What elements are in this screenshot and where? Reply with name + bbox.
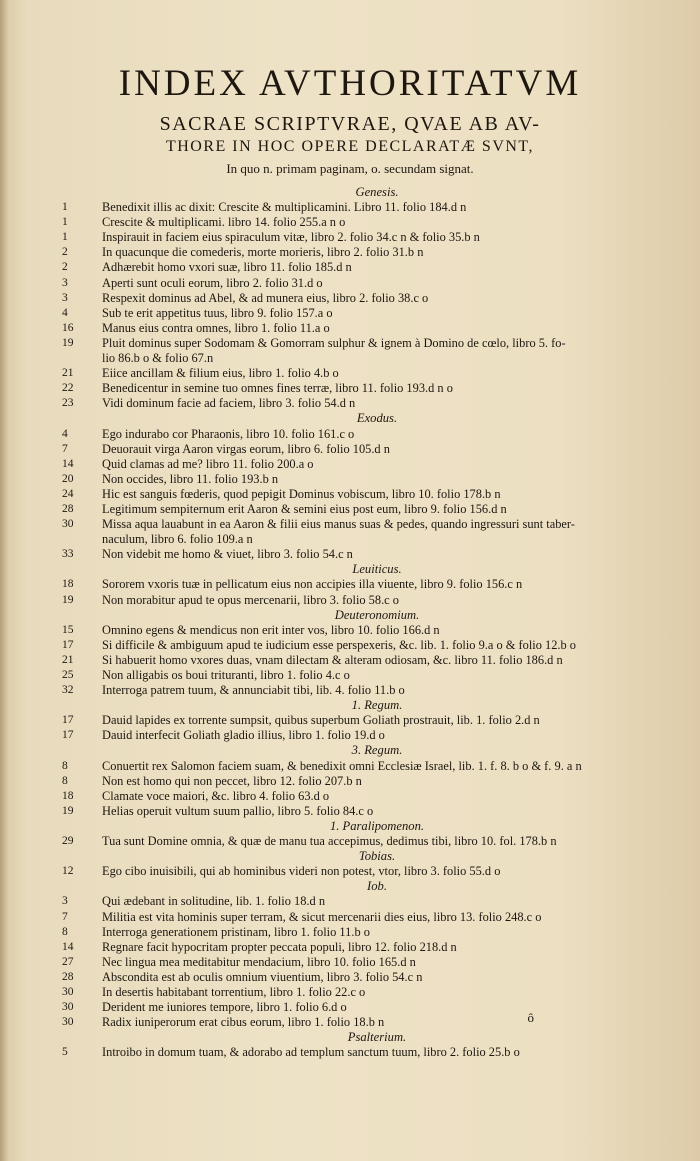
section-heading: Deuteronomium. xyxy=(334,607,420,622)
entry-text: Respexit dominus ad Abel, & ad munera eius, libro 2. folio 38.c o xyxy=(102,290,429,305)
section-heading: 1. Regum. xyxy=(351,698,403,713)
chapter-number xyxy=(62,532,102,547)
page-title: INDEX AVTHORITATVM xyxy=(118,63,582,104)
index-entry xyxy=(62,381,672,396)
chapter-number: 30 xyxy=(62,985,74,998)
entry-text: Hic est sanguis fœderis, quod pepigit Dominus vobiscum, libro 10. folio 178.b n xyxy=(102,486,501,501)
index-entry xyxy=(62,200,672,215)
entry-text: Benedicentur in semine tuo omnes fines terræ, libro 11. folio 193.d n o xyxy=(102,381,453,396)
entry-text: Introibo in domum tuam, & adorabo ad templum sanctum tuum, libro 2. folio 25.b o xyxy=(102,1045,520,1060)
index-entry xyxy=(62,230,672,245)
chapter-number: 14 xyxy=(62,457,74,470)
entry-text: Interroga patrem tuum, & annunciabit tibi, lib. 4. folio 11.b o xyxy=(102,683,405,698)
entry-text: Tua sunt Domine omnia, & quæ de manu tua accepimus, dedimus tibi, libro 10. fol. 178.b n xyxy=(102,834,557,849)
chapter-number: 30 xyxy=(62,1001,74,1014)
entry-text: Legitimum sempiternum erit Aaron & semini eius post eum, libro 9. folio 156.d n xyxy=(102,501,507,516)
index-entry xyxy=(62,577,672,592)
chapter-number: 1 xyxy=(62,216,68,229)
index-entry xyxy=(62,970,672,985)
index-entry xyxy=(62,759,672,774)
index-entry xyxy=(62,276,672,291)
index-entry xyxy=(62,789,672,804)
index-entry xyxy=(62,728,672,743)
entry-text: Eiice ancillam & filium eius, libro 1. folio 4.b o xyxy=(102,366,339,381)
entry-text: Benedixit illis ac dixit: Crescite & multiplicamini. Libro 11. folio 184.d n xyxy=(102,200,467,215)
entry-text: Radix iuniperorum erat cibus eorum, libro 1. folio 18.b n xyxy=(102,1015,385,1030)
section-heading: Genesis. xyxy=(355,185,399,199)
chapter-number: 28 xyxy=(62,502,74,515)
entry-text: Adhærebit homo vxori suæ, libro 11. folio 185.d n xyxy=(102,260,352,275)
index-entry xyxy=(62,260,672,275)
page-note: In quo n. primam paginam, o. secundam signat. xyxy=(226,161,474,176)
index-entry xyxy=(62,396,672,411)
index-entry xyxy=(62,925,672,940)
chapter-number: 17 xyxy=(62,638,74,651)
entry-text: Vidi dominum facie ad faciem, libro 3. folio 54.d n xyxy=(102,396,356,411)
entry-text: Ego cibo inuisibili, qui ab hominibus videri non potest, vtor, libro 3. folio 55.d o xyxy=(102,864,501,879)
entry-text: Crescite & multiplicami. libro 14. folio 255.a n o xyxy=(102,215,346,230)
index-entry xyxy=(62,864,672,879)
index-entry xyxy=(62,487,672,502)
entry-text: Non videbit me homo & viuet, libro 3. folio 54.c n xyxy=(102,547,353,562)
index-entry xyxy=(62,774,672,789)
chapter-number: 20 xyxy=(62,472,74,485)
index-entry xyxy=(62,1015,672,1030)
entry-text: Abscondita est ab oculis omnium viuentium, libro 3. folio 54.c n xyxy=(102,969,423,984)
index-entry xyxy=(62,502,672,517)
index-entry xyxy=(62,351,672,366)
index-entry xyxy=(62,1000,672,1015)
section-heading: 3. Regum. xyxy=(351,743,403,758)
chapter-number: 5 xyxy=(62,1046,68,1059)
chapter-number: 2 xyxy=(62,261,68,274)
chapter-number: 8 xyxy=(62,759,68,772)
entry-text: Interroga generationem pristinam, libro 1. folio 11.b o xyxy=(102,924,370,939)
chapter-number: 7 xyxy=(62,442,68,455)
section-heading: Leuiticus. xyxy=(352,562,402,577)
index-entry xyxy=(62,427,672,442)
chapter-number: 3 xyxy=(62,895,68,908)
chapter-number: 27 xyxy=(62,955,74,968)
chapter-number: 24 xyxy=(62,487,74,500)
index-entry xyxy=(62,215,672,230)
entry-text: Si difficile & ambiguum apud te iudicium esse perspexeris, &c. lib. 1. folio 9.a o & folio 12.b o xyxy=(102,637,576,652)
chapter-number: 12 xyxy=(62,865,74,878)
chapter-number: 3 xyxy=(62,276,68,289)
entry-text: Non est homo qui non peccet, libro 12. folio 207.b n xyxy=(102,773,362,788)
entry-text: Nec lingua mea meditabitur mendacium, libro 10. folio 165.d n xyxy=(102,954,416,969)
index-entry xyxy=(62,336,672,351)
chapter-number xyxy=(62,351,102,366)
entry-text: Pluit dominus super Sodomam & Gomorram sulphur & ignem à Domino de cœlo, libro 5. fo- xyxy=(102,335,566,350)
page-gutter-shadow xyxy=(0,0,10,1161)
entry-text: Clamate voce maiori, &c. libro 4. folio 63.d o xyxy=(102,788,330,803)
section-heading: 1. Paralipomenon. xyxy=(329,818,425,833)
index-entry xyxy=(62,245,672,260)
chapter-number: 8 xyxy=(62,925,68,938)
index-entry xyxy=(62,653,672,668)
entry-text: Helias operuit vultum suum pallio, libro 5. folio 84.c o xyxy=(102,803,374,818)
entry-text: In quacunque die comederis, morte morieris, libro 2. folio 31.b n xyxy=(102,245,424,260)
index-entry xyxy=(62,683,672,698)
index-entry xyxy=(62,593,672,608)
entry-text: naculum, libro 6. folio 109.a n xyxy=(102,532,253,547)
chapter-number: 14 xyxy=(62,940,74,953)
entry-text: Ego indurabo cor Pharaonis, libro 10. folio 161.c o xyxy=(102,426,355,441)
index-entries xyxy=(62,185,672,1060)
chapter-number: 17 xyxy=(62,729,74,742)
chapter-number: 22 xyxy=(62,382,74,395)
entry-text: Inspirauit in faciem eius spiraculum vitæ, libro 2. folio 34.c n & folio 35.b n xyxy=(102,230,480,245)
index-entry xyxy=(62,306,672,321)
index-entry xyxy=(62,834,672,849)
chapter-number: 7 xyxy=(62,910,68,923)
entry-text: Missa aqua lauabunt in ea Aaron & filii eius manus suas & pedes, quando ingressuri sunt taber- xyxy=(102,517,575,532)
chapter-number: 28 xyxy=(62,970,74,983)
entry-text: Manus eius contra omnes, libro 1. folio 11.a o xyxy=(102,320,330,335)
entry-text: In desertis habitabant torrentium, libro 1. folio 22.c o xyxy=(102,984,366,999)
index-entry xyxy=(62,457,672,472)
chapter-number: 18 xyxy=(62,789,74,802)
index-entry xyxy=(62,910,672,925)
entry-text: Non alligabis os boui trituranti, libro 1. folio 4.c o xyxy=(102,668,350,682)
page-subtitle-line-1: SACRAE SCRIPTVRAE, QVAE AB AV- xyxy=(159,113,541,135)
entry-text: Conuertit rex Salomon faciem suam, & benedixit omni Ecclesiæ Israel, lib. 1. f. 8. b o & f. 9. a n xyxy=(102,758,582,773)
page-subtitle-line-2: THORE IN HOC OPERE DECLARATÆ SVNT, xyxy=(165,138,535,155)
chapter-number: 2 xyxy=(62,246,68,259)
entry-text: Sororem vxoris tuæ in pellicatum eius non accipies illa viuente, libro 9. folio 156.c n xyxy=(102,577,523,592)
chapter-number: 29 xyxy=(62,835,74,848)
entry-text: Deuorauit virga Aaron virgas eorum, libro 6. folio 105.d n xyxy=(102,441,390,456)
index-entry xyxy=(62,713,672,728)
chapter-number: 1 xyxy=(62,201,68,214)
index-entry xyxy=(62,366,672,381)
chapter-number: 23 xyxy=(62,397,74,410)
entry-text: Militia est vita hominis super terram, & sicut mercenarii dies eius, libro 13. folio 248.c o xyxy=(102,909,542,924)
chapter-number: 32 xyxy=(62,684,74,697)
chapter-number: 21 xyxy=(62,653,74,666)
chapter-number: 8 xyxy=(62,774,68,787)
entry-text: Dauid lapides ex torrente sumpsit, quibus superbum Goliath prostrauit, lib. 1. folio 2.d n xyxy=(102,713,540,728)
catchword: ô xyxy=(527,1010,534,1025)
index-entry xyxy=(62,804,672,819)
index-entry xyxy=(62,955,672,970)
index-entry xyxy=(62,1045,672,1060)
entry-text: Non occides, libro 11. folio 193.b n xyxy=(102,471,279,486)
chapter-number: 19 xyxy=(62,336,74,349)
index-entry xyxy=(62,442,672,457)
chapter-number: 25 xyxy=(62,669,74,681)
entry-text: Non morabitur apud te opus mercenarii, libro 3. folio 58.c o xyxy=(102,592,399,607)
page-header xyxy=(50,62,650,178)
section-heading: Psalterium. xyxy=(347,1030,407,1045)
index-entry xyxy=(62,517,672,532)
entry-text: Quid clamas ad me? libro 11. folio 200.a o xyxy=(102,456,314,471)
chapter-number: 17 xyxy=(62,714,74,727)
chapter-number: 19 xyxy=(62,593,74,606)
chapter-number: 30 xyxy=(62,518,74,531)
entry-text: Regnare facit hypocritam propter peccata populi, libro 12. folio 218.d n xyxy=(102,939,457,954)
index-entry xyxy=(62,894,672,909)
entry-text: Derident me iuniores tempore, libro 1. folio 6.d o xyxy=(102,1000,347,1015)
index-entry xyxy=(62,321,672,336)
entry-text: Sub te erit appetitus tuus, libro 9. folio 157.a o xyxy=(102,305,333,320)
entry-text: Si habuerit homo vxores duas, vnam dilectam & alteram odiosam, &c. libro 11. folio 186.d n xyxy=(102,652,563,667)
section-heading: Iob. xyxy=(367,879,387,894)
chapter-number: 21 xyxy=(62,367,74,380)
index-entry xyxy=(62,472,672,487)
section-heading: Tobias. xyxy=(358,849,396,864)
index-entry xyxy=(62,985,672,1000)
chapter-number: 18 xyxy=(62,578,74,591)
index-entry xyxy=(62,532,672,547)
chapter-number: 1 xyxy=(62,231,68,244)
entry-text: Omnino egens & mendicus non erit inter vos, libro 10. folio 166.d n xyxy=(102,622,440,637)
entry-text: lio 86.b o & folio 67.n xyxy=(102,351,214,366)
index-entry xyxy=(62,668,672,683)
chapter-number: 30 xyxy=(62,1016,74,1029)
index-entry xyxy=(62,638,672,653)
chapter-number: 3 xyxy=(62,291,68,304)
index-entry xyxy=(62,623,672,638)
entry-text: Dauid interfecit Goliath gladio illius, libro 1. folio 19.d o xyxy=(102,728,385,743)
section-heading: Exodus. xyxy=(356,411,398,426)
index-entry xyxy=(62,547,672,562)
chapter-number: 15 xyxy=(62,623,74,636)
chapter-number: 16 xyxy=(62,321,74,334)
chapter-number: 33 xyxy=(62,548,74,561)
chapter-number: 4 xyxy=(62,427,68,440)
chapter-number: 19 xyxy=(62,804,74,817)
entry-text: Qui ædebant in solitudine, lib. 1. folio 18.d n xyxy=(102,894,326,909)
entry-text: Aperti sunt oculi eorum, libro 2. folio 31.d o xyxy=(102,275,323,290)
index-entry xyxy=(62,940,672,955)
index-entry xyxy=(62,291,672,306)
chapter-number: 4 xyxy=(62,306,68,319)
